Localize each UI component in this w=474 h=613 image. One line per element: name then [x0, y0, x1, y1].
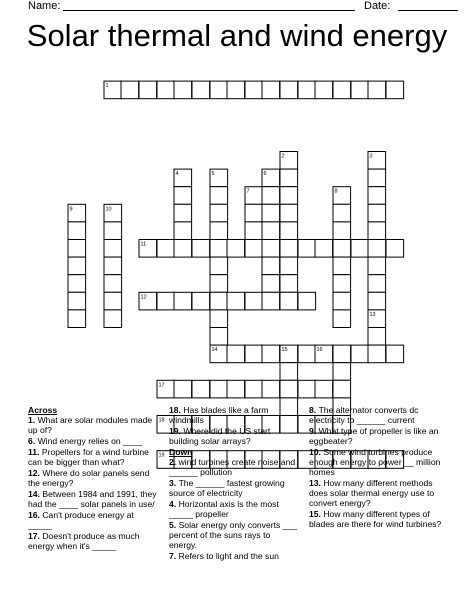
grid-cell[interactable] — [104, 222, 122, 240]
clue-num: 2. — [169, 457, 179, 467]
grid-cell[interactable] — [333, 292, 351, 310]
clue-text: Where did the US start building solar arrays? — [169, 426, 271, 446]
grid-cell[interactable] — [386, 81, 404, 99]
grid-cell[interactable] — [227, 240, 245, 258]
across-clue — [28, 510, 158, 530]
grid-cell[interactable] — [298, 292, 316, 310]
grid-cell[interactable] — [351, 81, 369, 99]
grid-cell[interactable] — [262, 275, 280, 293]
page-title: Solar thermal and wind energy — [26, 18, 448, 53]
grid-cell[interactable] — [280, 292, 298, 310]
grid-cell[interactable] — [192, 81, 210, 99]
clue-text: Where do solar panels send the energy? — [28, 468, 150, 488]
down-clue — [309, 405, 444, 425]
clue-text: Some wind turbines produce enough energy to power __ million homes — [309, 447, 441, 477]
grid-cell[interactable] — [280, 257, 298, 275]
grid-cell[interactable] — [368, 81, 386, 99]
down-clue — [169, 499, 299, 519]
grid-cell[interactable] — [262, 380, 280, 398]
clue-num: 7. — [169, 551, 179, 561]
clue-num: 3. — [169, 478, 179, 488]
grid-cell[interactable] — [68, 275, 86, 293]
grid-cell[interactable] — [368, 187, 386, 205]
down-clue — [309, 426, 444, 446]
grid-cell[interactable] — [210, 292, 228, 310]
grid-cell[interactable] — [351, 240, 369, 258]
down-clue — [169, 520, 299, 550]
grid-cell[interactable] — [210, 310, 228, 328]
grid-cell[interactable] — [386, 240, 404, 258]
grid-cell[interactable] — [280, 275, 298, 293]
clue-number: 12 — [140, 294, 147, 301]
clue-num: 15. — [309, 509, 324, 519]
clue-text: The alternator converts dc electricity to ______ current — [309, 405, 419, 425]
grid-cell[interactable] — [368, 257, 386, 275]
grid-cell[interactable] — [262, 222, 280, 240]
clue-text: Between 1984 and 1991, they had the ____ solar panels in use/ — [28, 489, 157, 509]
grid-cell[interactable] — [262, 187, 280, 205]
grid-cell[interactable] — [157, 292, 175, 310]
clue-number: 3 — [369, 153, 373, 160]
grid-cell[interactable] — [68, 310, 86, 328]
down-clue — [169, 551, 299, 561]
clue-text: What type of propeller is like an eggbeater? — [309, 426, 439, 446]
down-clue — [169, 478, 299, 498]
grid-cell[interactable] — [104, 240, 122, 258]
clue-text: How many different types of blades are there for wind turbines? — [309, 509, 442, 529]
clue-number: 7 — [246, 188, 250, 195]
clue-number: 6 — [263, 171, 267, 178]
grid-cell[interactable] — [210, 328, 228, 346]
grid-cell[interactable] — [280, 380, 298, 398]
down-clue — [169, 457, 299, 477]
clue-text: The ______ fastest growing source of electricity — [169, 478, 285, 498]
grid-cell[interactable] — [245, 222, 263, 240]
grid-cell[interactable] — [245, 204, 263, 222]
clue-number: 4 — [175, 171, 179, 178]
date-label: Date: — [364, 0, 391, 12]
grid-cell[interactable] — [174, 380, 192, 398]
clue-num: 4. — [169, 499, 179, 509]
grid-cell[interactable] — [262, 204, 280, 222]
clue-number: 11 — [140, 241, 147, 248]
across-clue — [28, 436, 158, 446]
grid-cell[interactable] — [210, 204, 228, 222]
grid-cell[interactable] — [333, 204, 351, 222]
clue-text: What are solar modules made up of? — [28, 415, 153, 435]
grid-cell[interactable] — [333, 363, 351, 381]
across-clue — [28, 415, 158, 435]
clue-num: 1. — [28, 415, 38, 425]
grid-cell[interactable] — [104, 292, 122, 310]
grid-cell[interactable] — [245, 292, 263, 310]
grid-cell[interactable] — [245, 380, 263, 398]
grid-cell[interactable] — [227, 345, 245, 363]
clue-text: Horizontal axis is the most _____ propeller — [169, 499, 279, 519]
grid-cell[interactable] — [68, 292, 86, 310]
clue-num: 19. — [169, 426, 184, 436]
grid-cell[interactable] — [262, 345, 280, 363]
grid-cell[interactable] — [104, 257, 122, 275]
clue-num: 5. — [169, 520, 179, 530]
clue-number: 15 — [281, 347, 288, 354]
grid-cell[interactable] — [245, 240, 263, 258]
grid-cell[interactable] — [262, 292, 280, 310]
clue-text: Doesn't produce as much energy when it's _____ — [28, 531, 140, 551]
clue-num: 11. — [28, 447, 42, 457]
grid-cell[interactable] — [210, 275, 228, 293]
across-clue — [169, 426, 299, 446]
grid-cell[interactable] — [68, 222, 86, 240]
clue-number: 18 — [158, 417, 165, 424]
across-heading: Across — [28, 405, 58, 415]
grid-cell[interactable] — [262, 81, 280, 99]
grid-cell[interactable] — [121, 81, 139, 99]
grid-cell[interactable] — [333, 257, 351, 275]
clue-num: 13. — [309, 478, 324, 488]
grid-cell[interactable] — [104, 310, 122, 328]
clue-text: Can't produce energy at _____ — [28, 510, 134, 530]
down-clue — [309, 447, 444, 477]
grid-cell[interactable] — [174, 222, 192, 240]
across-clue — [28, 531, 158, 551]
grid-cell[interactable] — [386, 345, 404, 363]
grid-cell[interactable] — [174, 292, 192, 310]
clue-num: 16. — [28, 510, 43, 520]
grid-cell[interactable] — [280, 363, 298, 381]
grid-cell[interactable] — [262, 257, 280, 275]
grid-cell[interactable] — [368, 169, 386, 187]
name-label: Name: — [28, 0, 61, 12]
grid-cell[interactable] — [174, 240, 192, 258]
clue-number: 8 — [334, 188, 338, 195]
grid-cell[interactable] — [368, 204, 386, 222]
clue-number: 2 — [281, 153, 285, 160]
grid-cell[interactable] — [227, 81, 245, 99]
col3-clue-list — [309, 405, 444, 529]
down-clue — [309, 478, 444, 508]
grid-cell[interactable] — [157, 240, 175, 258]
grid-cell[interactable] — [68, 257, 86, 275]
grid-cell[interactable] — [262, 240, 280, 258]
grid-cell[interactable] — [192, 292, 210, 310]
clue-text: Refers to light and the sun — [178, 551, 279, 561]
grid-cell[interactable] — [298, 81, 316, 99]
grid-cell[interactable] — [174, 187, 192, 205]
clue-num: 9. — [309, 426, 319, 436]
clue-text: wind turbines create noise and ______ pollution — [169, 457, 296, 477]
across-clue — [28, 447, 158, 467]
grid-cell[interactable] — [157, 81, 175, 99]
down-clue — [309, 509, 444, 529]
grid-cell[interactable] — [333, 380, 351, 398]
grid-cell[interactable] — [192, 240, 210, 258]
grid-cell[interactable] — [139, 81, 157, 99]
grid-cell[interactable] — [245, 81, 263, 99]
clue-text: How many different methods does solar thermal energy use to convert energy? — [309, 478, 435, 508]
clue-num: 18. — [169, 405, 184, 415]
grid-cell[interactable] — [315, 380, 333, 398]
clue-text: Has blades like a farm windmills — [169, 405, 269, 425]
grid-cell[interactable] — [280, 240, 298, 258]
grid-cell[interactable] — [368, 240, 386, 258]
clue-num: 14. — [28, 489, 43, 499]
clue-number: 10 — [105, 206, 112, 213]
grid-cell[interactable] — [245, 345, 263, 363]
across-clue — [28, 489, 158, 509]
grid-cell[interactable] — [298, 240, 316, 258]
grid-cell[interactable] — [227, 292, 245, 310]
down-heading: Down — [169, 447, 193, 457]
grid-cell[interactable] — [368, 222, 386, 240]
grid-cell[interactable] — [210, 380, 228, 398]
grid-cell[interactable] — [104, 275, 122, 293]
grid-cell[interactable] — [333, 345, 351, 363]
down-clue-list — [169, 457, 299, 561]
clue-number: 19 — [158, 452, 165, 459]
grid-cell[interactable] — [333, 310, 351, 328]
clue-num: 12. — [28, 468, 43, 478]
clue-number: 16 — [316, 347, 323, 354]
grid-cell[interactable] — [333, 81, 351, 99]
grid-cell[interactable] — [333, 275, 351, 293]
grid-cell[interactable] — [210, 240, 228, 258]
grid-cell[interactable] — [280, 169, 298, 187]
clue-text: Propellers for a wind turbine can be bigger than what? — [28, 447, 149, 467]
clue-number: 13 — [369, 311, 376, 318]
grid-cell[interactable] — [368, 328, 386, 346]
grid-cell[interactable] — [174, 204, 192, 222]
clue-number: 5 — [211, 171, 215, 178]
grid-cell[interactable] — [227, 380, 245, 398]
grid-cell[interactable] — [280, 222, 298, 240]
grid-cell[interactable] — [333, 222, 351, 240]
middle-clues — [169, 405, 299, 562]
grid-cell[interactable] — [298, 345, 316, 363]
grid-cell[interactable] — [280, 204, 298, 222]
grid-cell[interactable] — [368, 275, 386, 293]
grid-cell[interactable] — [210, 187, 228, 205]
grid-cell[interactable] — [210, 222, 228, 240]
grid-cell[interactable] — [174, 81, 192, 99]
across-clue-list — [28, 415, 158, 551]
grid-cell[interactable] — [368, 345, 386, 363]
grid-cell[interactable] — [280, 187, 298, 205]
clue-number: 9 — [69, 206, 73, 213]
grid-cell[interactable] — [315, 240, 333, 258]
grid-cell[interactable] — [333, 240, 351, 258]
grid-cell[interactable] — [368, 292, 386, 310]
across-clues — [28, 405, 158, 552]
clue-text: Wind energy relies on ____ — [37, 436, 143, 446]
grid-cell[interactable] — [210, 81, 228, 99]
grid-cell[interactable] — [280, 81, 298, 99]
grid-cell[interactable] — [68, 240, 86, 258]
clue-number: 14 — [211, 347, 218, 354]
clue-num: 6. — [28, 436, 38, 446]
grid-cell[interactable] — [298, 380, 316, 398]
col2-clue-list — [169, 405, 299, 446]
clue-num: 10. — [309, 447, 324, 457]
grid-cell[interactable] — [210, 257, 228, 275]
across-clue — [169, 405, 299, 425]
across-clue — [28, 468, 158, 488]
grid-cell[interactable] — [351, 345, 369, 363]
clue-num: 17. — [28, 531, 43, 541]
grid-cell[interactable] — [192, 380, 210, 398]
clue-text: Solar energy only converts ___ percent of the suns rays to energy. — [169, 520, 298, 550]
clue-number: 1 — [105, 83, 109, 90]
grid-cell[interactable] — [315, 81, 333, 99]
right-clues — [309, 405, 444, 530]
clue-num: 8. — [309, 405, 319, 415]
clue-number: 17 — [158, 382, 165, 389]
